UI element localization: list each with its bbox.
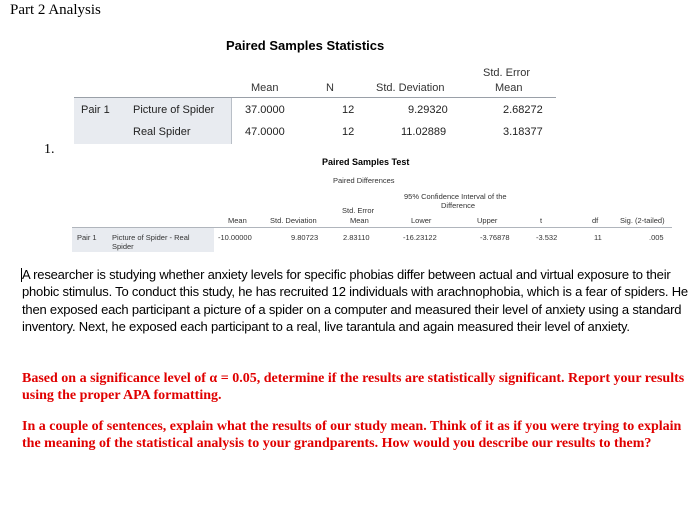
test-row-sd: 9.80723 (291, 233, 319, 242)
test-header-t: t (540, 216, 543, 225)
test-header-upper: Upper (477, 216, 498, 225)
test-row-se: 2.83110 (343, 233, 370, 242)
stats-label-divider (231, 98, 232, 144)
test-header-lower: Lower (411, 216, 432, 225)
stats-header-std-error-line1: Std. Error (483, 67, 531, 79)
test-row-mean: -10.00000 (218, 233, 252, 242)
test-row-name-line1: Picture of Spider - Real (112, 233, 190, 242)
test-header-std-deviation: Std. Deviation (270, 216, 317, 225)
test-table-title: Paired Samples Test (322, 157, 410, 167)
stats-header-std-error-line2: Mean (495, 82, 523, 94)
stats-table-title: Paired Samples Statistics (226, 38, 385, 53)
test-header-sig: Sig. (2-tailed) (620, 216, 665, 225)
test-subtitle: Paired Differences (333, 176, 395, 185)
test-pair-label: Pair 1 (77, 233, 97, 242)
stats-row-sd: 9.29320 (408, 104, 448, 116)
page-title: Part 2 Analysis (10, 2, 101, 18)
stats-row-name: Picture of Spider (133, 104, 215, 116)
stats-row-sd: 11.02889 (401, 126, 447, 138)
test-row-name-line2: Spider (112, 242, 134, 251)
test-header-mean: Mean (228, 216, 247, 225)
question-significance[interactable]: Based on a significance level of α = 0.05, determine if the results are statistically significant. Report your results using the proper APA formatting. (22, 371, 685, 403)
stats-row-name: Real Spider (133, 126, 191, 138)
question-explain-results[interactable]: In a couple of sentences, explain what the results of our study mean. Think of it as if you were trying to explain the meaning of the statistical analysis to your grandparents. How would you describe our results to them? (22, 419, 682, 451)
stats-header-n: N (326, 82, 334, 94)
test-row-df: 11 (594, 233, 602, 242)
stats-pair-label: Pair 1 (81, 104, 110, 116)
test-header-std-error-line1: Std. Error (342, 206, 375, 215)
test-header-df: df (592, 216, 599, 225)
stats-row-se: 3.18377 (503, 126, 543, 138)
stats-row-se: 2.68272 (503, 104, 543, 116)
test-row-t: -3.532 (536, 233, 558, 242)
test-header-std-error-line2: Mean (350, 216, 369, 225)
stats-row-n: 12 (342, 126, 355, 138)
stats-header-mean: Mean (251, 82, 279, 94)
test-row-lower: -16.23122 (403, 233, 437, 242)
test-ci-header-line2: Difference (441, 201, 476, 210)
stats-row-mean: 47.0000 (245, 126, 285, 138)
test-row-sig: .005 (649, 233, 664, 242)
stats-header-std-deviation: Std. Deviation (376, 82, 445, 94)
stats-row-mean: 37.0000 (245, 104, 285, 116)
test-row-upper: -3.76878 (480, 233, 510, 242)
list-item-number: 1. (44, 142, 55, 157)
test-ci-header-line1: 95% Confidence Interval of the (404, 192, 507, 201)
stats-row-n: 12 (342, 104, 355, 116)
scenario-paragraph[interactable]: A researcher is studying whether anxiety levels for specific phobias differ between actual and virtual exposure to their phobic stimulus. To conduct this study, he has recruited 12 individuals with arachnophobia, which is a fear of spiders. He then exposed each participant a picture of a spider on a computer and measured their level of anxiety using a standard inventory. Next, he exposed each participant to a real, live tarantula and again measured their level of anxiety. (22, 267, 688, 335)
